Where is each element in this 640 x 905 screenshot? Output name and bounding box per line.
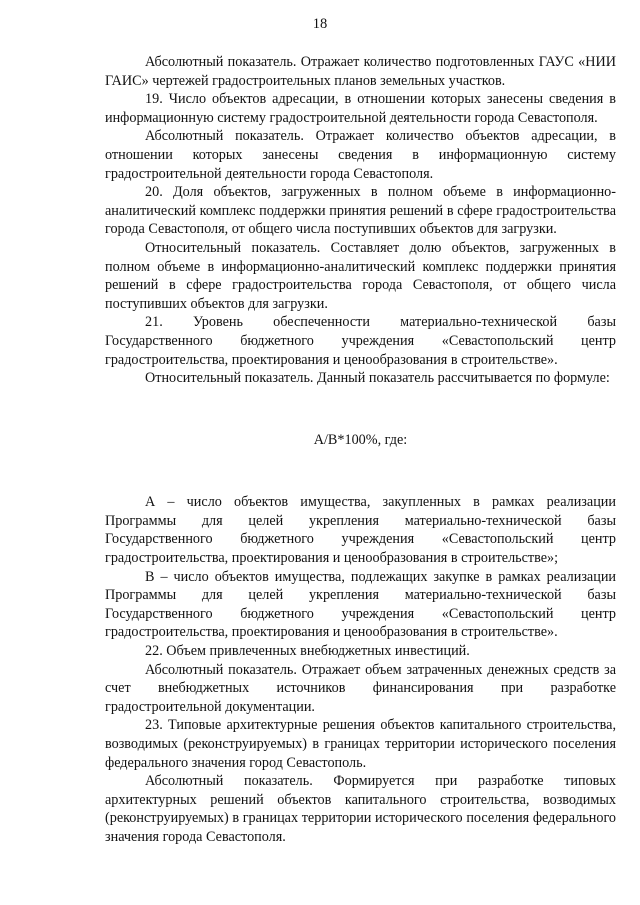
paragraph-definition-a: А – число объектов имущества, закупленных в рамках реализации Программы для целей укрепления материально-технической базы Государственного бюджетного учреждения «Севастопольский центр градостроительства, проектирования и ценообразования в строительстве»; bbox=[105, 494, 616, 567]
paragraph-item-20: 20. Доля объектов, загруженных в полном объеме в информационно-аналитический комплекс поддержки принятия решений в сфере градостроительства города Севастополя, от общего числа поступивших объектов для загрузки. bbox=[105, 184, 616, 238]
paragraph-absolute-indicator-investments: Абсолютный показатель. Отражает объем затраченных денежных средств за счет внебюджетных источников финансирования при разработке градостроительной документации. bbox=[105, 661, 616, 715]
formula: А/В*100%, где: bbox=[313, 431, 408, 448]
page-number: 18 bbox=[312, 16, 328, 32]
paragraph-relative-indicator-formula-intro: Относительный показатель. Данный показатель рассчитывается по формуле: bbox=[145, 370, 610, 387]
paragraph-item-19: 19. Число объектов адресации, в отношении которых занесены сведения в информационную систему градостроительной деятельности города Севастополя. bbox=[105, 91, 616, 126]
paragraph-absolute-indicator-addressing: Абсолютный показатель. Отражает количество объектов адресации, в отношении которых занесены сведения в информационную систему градостроительной деятельности города Севастополя. bbox=[105, 128, 616, 182]
paragraph-item-21: 21. Уровень обеспеченности материально-технической базы Государственного бюджетного учреждения «Севастопольский центр градостроительства, проектирования и ценообразования в строительстве». bbox=[105, 314, 616, 368]
paragraph-absolute-indicator-drawings: Абсолютный показатель. Отражает количество подготовленных ГАУС «НИИ ГАИС» чертежей градостроительных планов земельных участков. bbox=[105, 54, 616, 89]
paragraph-definition-b: В – число объектов имущества, подлежащих закупке в рамках реализации Программы для целей укрепления материально-технической базы Государственного бюджетного учреждения «Севастопольский центр градостроительства, проектирования и ценообразования в строительстве». bbox=[105, 568, 616, 641]
paragraph-item-23: 23. Типовые архитектурные решения объектов капитального строительства, возводимых (реконструируемых) в границах территории исторического поселения федерального значения город Севастополь. bbox=[105, 717, 616, 771]
paragraph-item-22: 22. Объем привлеченных внебюджетных инвестиций. bbox=[145, 643, 470, 660]
document-body bbox=[105, 53, 616, 847]
paragraph-absolute-indicator-typical-solutions: Абсолютный показатель. Формируется при разработке типовых архитектурных решений объектов капитального строительства, возводимых (реконструируемых) в границах территории исторического поселения федерального значения города Севастополя. bbox=[105, 773, 616, 845]
paragraph-relative-indicator-share: Относительный показатель. Составляет долю объектов, загруженных в полном объеме в информационно-аналитический комплекс поддержки принятия решений в сфере градостроительства города Севастополя, от общего числа поступивших объектов для загрузки. bbox=[105, 239, 616, 312]
